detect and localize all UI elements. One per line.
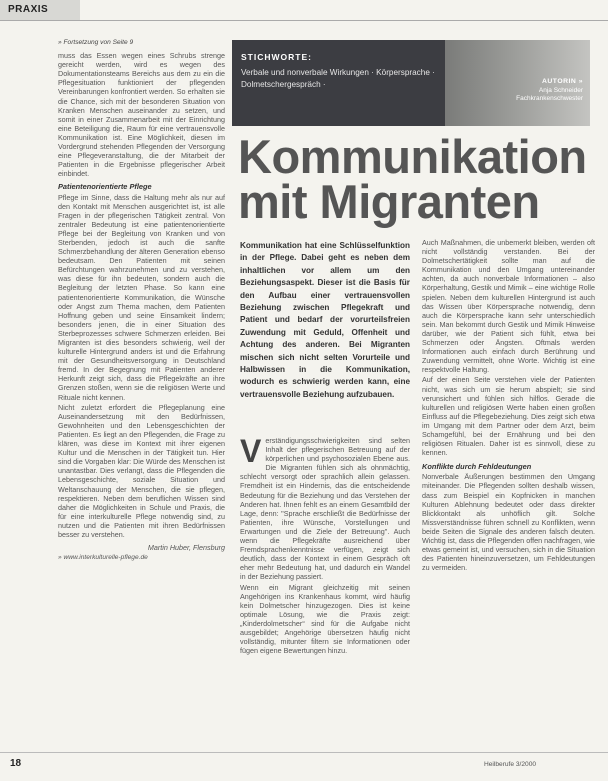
drop-cap: V xyxy=(240,433,262,469)
left-column-paragraph: muss das Essen wegen eines Schrubs strenge gereicht werden, wird es wegen des Dokumentationsteams Bereichs aus dem zu ein die Pflegesituation funktioniert der pflegenden Vereinbarungen konfrontiert werden. So erhalten sie die Chance, sich mit der besonderen Situation von Kranken Menschen auseinander zu setzen, und somit in einer Zusammenarbeit mit der Einrichtung eine Beteiligung die, Raum für eine vertrauensvolle Kommunikation ist. Eine Möglichkeit, diesen im Vordergrund stehenden Pflegenden der Versorgung eine Pflegeveranstaltung, die der Mitarbeit der Patienten in die Ergebnisse pflegerischer Arbeit einbindet. xyxy=(58,51,225,179)
left-column xyxy=(58,38,225,758)
middle-column xyxy=(240,433,410,758)
right-column-paragraph: Auf der einen Seite verstehen viele der Patienten nicht, was sich um sie herum abspielt; sie sind verunsichert und fühlen sich hilflos. Gerade die kulturellen und religiösen Werte haben einen großen Einfluss auf die Pflegebeziehung. Dies zeigt sich etwa im Umgang mit dem Partner oder dem Arzt, beim Schamgefühl, bei der Ernährung und bei den religiösen Ritualen. Daher ist es sinnvoll, diese zu kennen. xyxy=(422,375,595,458)
section-label: PRAXIS xyxy=(8,4,49,15)
top-rule xyxy=(0,20,608,21)
letter-signature: Martin Huber, Flensburg xyxy=(147,543,225,553)
letter-source: » www.interkulturelle-pflege.de xyxy=(58,554,148,562)
author-photo xyxy=(445,40,590,126)
middle-column-paragraph: erständigungsschwierigkeiten sind selten Inhalt der pflegerischen Betreuung auf der körperlichen und psychosozialen Ebene aus. Die Migranten fühlen sich als ohnmächtig, schlecht versorgt oder sprachlich allein gelassen. Fremdheit ist ein Hindernis, das die entscheidende Bedeutung für die Beziehung und das Verstehen der Anderen hat. Ihnen fehlt es an einem Gesamtbild der Lage, denn: "Sprache erschließt die Bedürfnisse der Patienten, ihre Wünsche, Vorstellungen und Erwartungen und die Ziele der Betreuung". Auch wenn die Pflegekräfte ausreichend über Fremdsprachenkenntnisse verfügen, zeigt sich deutlich, dass der Kontext in einem Gespräch oft eher mehr Bedeutung hat, und dadurch ein Wandel in der Beziehung passiert. xyxy=(240,436,410,582)
bottom-rule xyxy=(0,752,608,753)
keywords-heading: STICHWORTE: xyxy=(241,52,312,62)
keywords-box xyxy=(232,40,445,126)
article-title xyxy=(238,130,598,228)
left-column-paragraph: Nicht zuletzt erfordert die Pflegeplanung eine Auseinandersetzung mit den Bedürfnissen, Gewohnheiten und den Lebensgeschichten der Patienten. Es liegt an den Pflegenden, die Frage zu klären, was diese im Kontext mit ihrer eigenen Kultur und die Menschen in der Tätigkeit tun. Hier sind die Vorgaben klar: Die Würde des Menschen ist unantastbar. Dies verlangt, dass die Pflegenden die Lebensgeschichte, soziale Situation und Weltanschauung der Menschen, die sie pflegen, respektieren. Neben dem beruflichen Wissen sind daher die Möglichkeiten in Schule und Praxis, die für eine interkulturelle Pflege notwendig sind, zu nutzen und die Patienten mit ihren Bedürfnissen besser zu verstehen. xyxy=(58,402,225,539)
middle-column-paragraph: Wenn ein Migrant gleichzeitig mit seinen Angehörigen ins Krankenhaus kommt, wird häufig kein Dolmetscher hinzugezogen. Dies ist keine optimale Lösung, wie die Praxis zeigt: „Kinderdolmetscher“ sind für die Aufgabe nicht ausgebildet; Angehörige übersetzen häufig nicht vollständig, mitunter filtern sie Informationen oder fügen eigene Bewertungen hinzu. xyxy=(240,582,410,656)
right-column xyxy=(422,238,595,756)
title-line-2: mit Migranten xyxy=(238,175,540,228)
continuation-note: » Fortsetzung von Seite 9 xyxy=(58,39,134,46)
right-column-subheading: Konflikte durch Fehldeutungen xyxy=(422,462,532,472)
page-number: 18 xyxy=(10,758,22,769)
left-column-subheading: Patientenorientierte Pflege xyxy=(58,182,152,192)
author-info xyxy=(501,78,583,104)
author-label: AUTORIN » xyxy=(541,78,583,85)
author-name: Anja Schneider xyxy=(538,86,583,94)
keywords-text: Verbale und nonverbale Wirkungen · Körpersprache · Dolmetschergespräch · xyxy=(241,68,435,89)
left-column-paragraph: Pflege im Sinne, dass die Haltung mehr als nur auf den Kontakt mit Menschen ausgerichtet ist, ist alle Fragen in der pflegerischen Tätigkeit zentral. Von zentraler Bedeutung ist eine patientenorientierte Pflege bei der Begleitung von Kranken und von Sterbenden, jedoch ist auch die sanfte Schmerzbehandlung der älteren Generation ebenso bedeutsam. Den Patienten mit seinen Befürchtungen wahrzunehmen und zu verstehen, was diese für ihn bedeuten, sondern auch die Begleitung der letzten Phase. So kann eine patientenorientierte Kommunikation, die Wünsche oder Angst zum Thema machen, dem Patienten Hoffnung geben und seine Einsamkeit lindern; besonders jenen, die in einer Situation des Sterbeprozesses schwere Schmerzen erleiden. Bei Migranten ist dies besonders schwierig, weil der kulturelle Hintergrund anders ist und die Erfahrung mit der Gesundheitsversorgung in Deutschland fremd. In der Begegnung mit Patienten anderer Herkunft zeigt sich, dass die Pflegekräfte an ihre Grenzen stoßen, wenn sie die religiösen Werte und Rituale nicht kennen. xyxy=(58,192,225,402)
right-column-paragraph: Nonverbale Äußerungen bestimmen den Umgang miteinander. Die Pflegenden sollten deshalb wissen, dass zum Beispiel ein Kopfnicken in manchen Kulturen Ablehnung bedeutet oder dass direkter Blickkontakt als unhöflich gilt. Solche Missverständnisse führen schnell zu Konflikten, wenn beide Seiten die Signale des anderen falsch deuten. Wichtig ist, dass die Pflegenden offen nachfragen, wie etwas gemeint ist, und versuchen, sich in die Situation des Patienten hineinzuversetzen, um Fehldeutungen zu vermeiden. xyxy=(422,472,595,573)
right-column-paragraph: Auch Maßnahmen, die unbemerkt bleiben, werden oft nicht vollständig verstanden. Bei der Dolmetschertätigkeit sollte man auf die Kommunikation und den Umgang untereinander achten, da auch nonverbale Informationen – also Körperhaltung, Gestik und Mimik – eine wichtige Rolle spielen. Neben dem kulturellen Hintergrund ist auch das Wissen über Körpersprache notwendig, denn auch die Körpersprache kann sehr unterschiedlich sein. Man bekommt durch Gestik und Mimik Hinweise darüber, wie der Patient sich fühlt, etwa bei Schmerzen oder Ängsten. Oftmals werden Informationen auch einfach durch Berührung und Zuwendung vermittelt, ohne Worte. Wichtig ist eine respektvolle Haltung. xyxy=(422,238,595,375)
issue-footer: Heilberufe 3/2000 xyxy=(484,761,537,768)
lead-paragraph: Kommunikation hat eine Schlüsselfunktion in der Pflege. Dabei geht es neben dem inhaltlichen vor allem um den Beziehungsaspekt. Dieser ist die Basis für den Aufbau einer vertrauensvollen Beziehung zwischen Pflegekraft und Patient und bedarf der vorurteilsfreien Zuwendung mit Geduld, Offenheit und Achtung des anderen. Bei Migranten mischen sich nicht selten Vorurteile und Halbwissen in die Kommunikation, wodurch es schwierig werden kann, eine vertrauensvolle Beziehung aufzubauen. xyxy=(240,241,410,399)
author-role: Fachkrankenschwester xyxy=(516,95,583,102)
title-line-1: Kommunikation xyxy=(238,130,587,183)
